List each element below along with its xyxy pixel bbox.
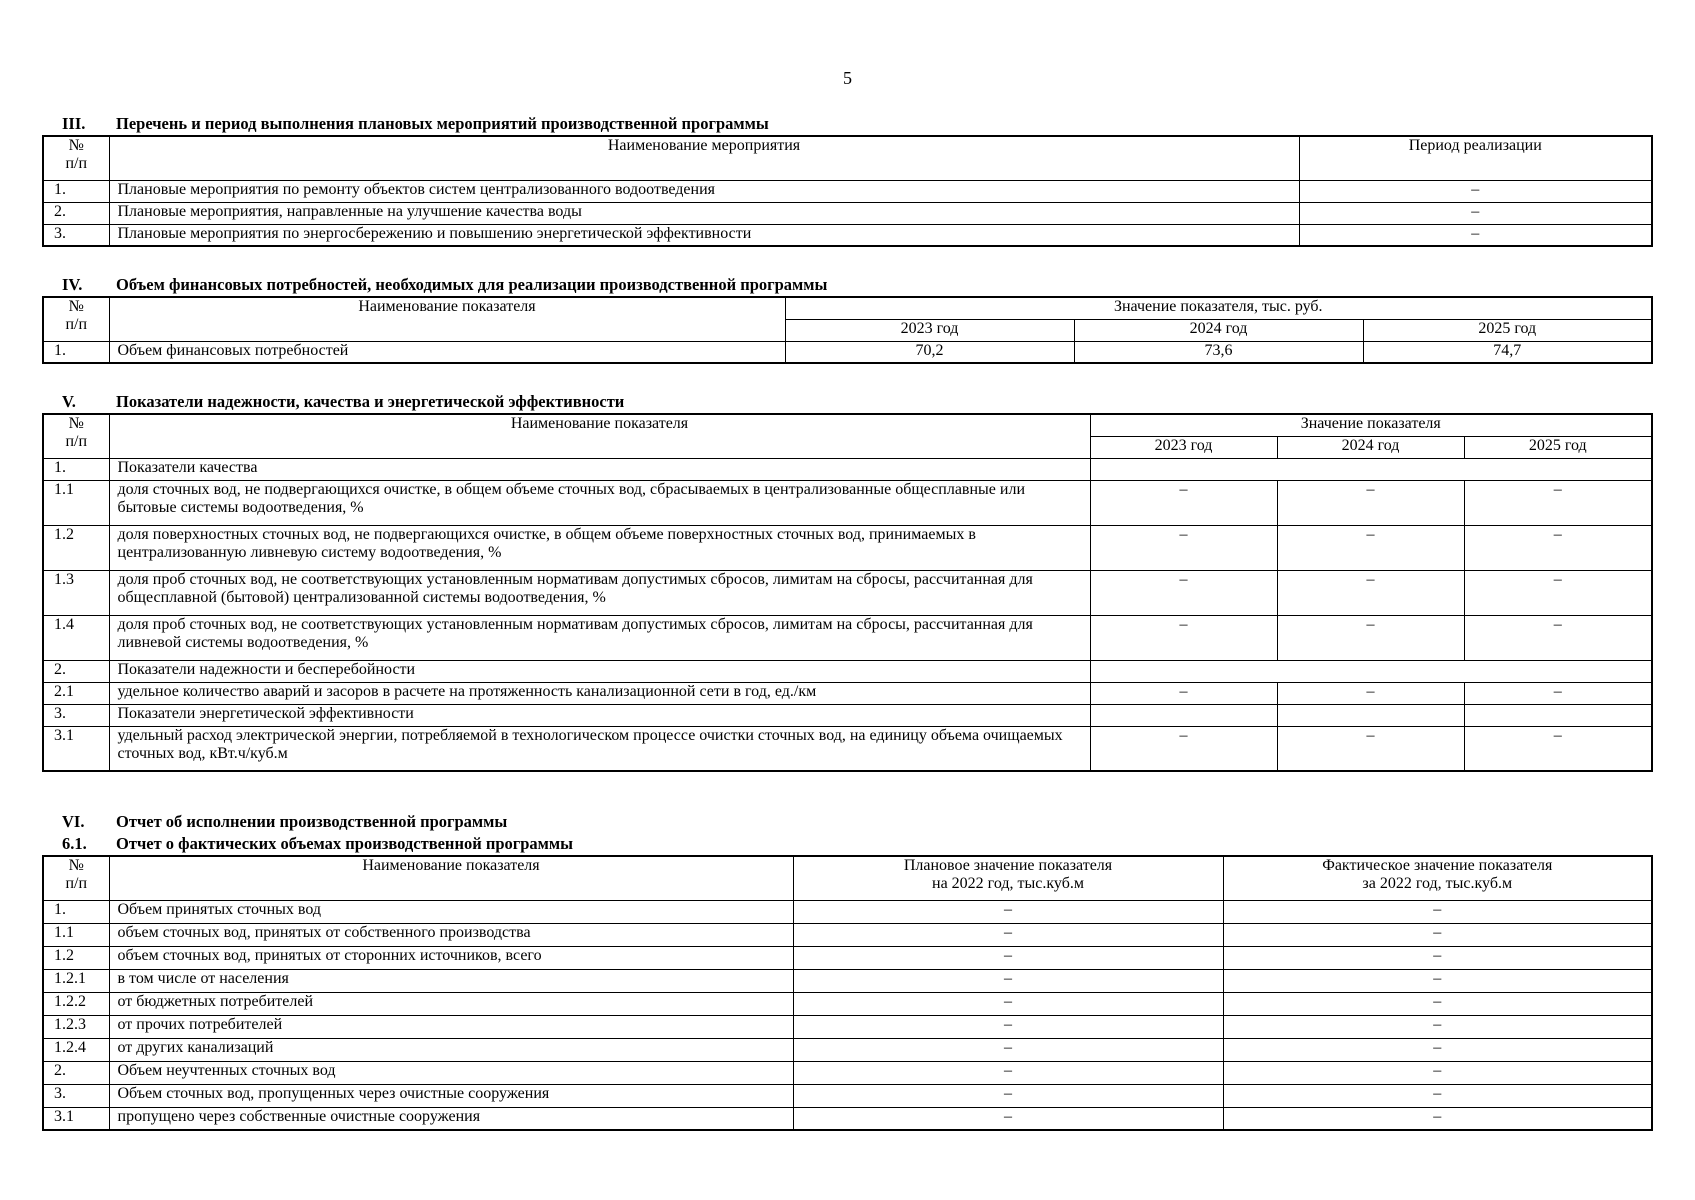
row-name: удельное количество аварий и засоров в расчете на протяженность канализационной сети в год, ед./км: [109, 682, 1090, 704]
row-number: 1.: [43, 180, 109, 202]
row-name: доля проб сточных вод, не соответствующих установленным нормативам допустимых сбросов, лимитам на сбросы, рассчитанная для ливневой системы водоотведения, %: [109, 615, 1090, 660]
row-value: –: [1277, 615, 1464, 660]
row-number: 1.2: [43, 946, 109, 969]
row-fact: –: [1223, 946, 1652, 969]
row-number: 2.1: [43, 682, 109, 704]
table-row: [43, 992, 1652, 1015]
row-number: 1.4: [43, 615, 109, 660]
row-value: –: [1277, 480, 1464, 525]
header-year: 2025 год: [1464, 436, 1652, 458]
section-6-1-title: Отчет о фактических объемах производственной программы: [116, 834, 574, 853]
row-fact: –: [1223, 969, 1652, 992]
table-actual-volumes: [42, 855, 1653, 1131]
row-name: доля сточных вод, не подвергающихся очистке, в общем объеме сточных вод, сбрасываемых в централизованные общесплавные или бытовые системы водоотведения, %: [109, 480, 1090, 525]
header-number: № п/п: [43, 856, 109, 900]
table-group-row: [43, 704, 1652, 726]
row-value: 74,7: [1363, 341, 1652, 363]
section-3-title: Перечень и период выполнения плановых мероприятий производственной программы: [116, 114, 769, 133]
row-plan: –: [793, 1084, 1223, 1107]
table-row: [43, 682, 1652, 704]
header-number: № п/п: [43, 136, 109, 180]
row-value: –: [1277, 726, 1464, 771]
row-name: доля проб сточных вод, не соответствующих установленным нормативам допустимых сбросов, лимитам на сбросы, рассчитанная для общесплавной (бытовой) централизованной системы водоотведения, %: [109, 570, 1090, 615]
row-name: Показатели надежности и бесперебойности: [109, 660, 1090, 682]
row-value: –: [1464, 615, 1652, 660]
section-4-number: IV.: [62, 275, 83, 294]
row-number: 1.2.3: [43, 1015, 109, 1038]
row-plan: –: [793, 1107, 1223, 1130]
table-row: [43, 946, 1652, 969]
table-row: [43, 1107, 1652, 1130]
row-value: –: [1277, 570, 1464, 615]
row-plan: –: [793, 1038, 1223, 1061]
row-value: –: [1464, 682, 1652, 704]
section-6-1-number: 6.1.: [62, 834, 87, 853]
row-number: 3.: [43, 1084, 109, 1107]
table-row: [43, 900, 1652, 923]
table-planned-measures: [42, 135, 1653, 247]
row-name: Объем принятых сточных вод: [109, 900, 793, 923]
row-value: –: [1090, 682, 1277, 704]
header-year: 2023 год: [785, 319, 1074, 341]
header-measure-name: Наименование мероприятия: [109, 136, 1299, 180]
row-number: 3.: [43, 704, 109, 726]
row-fact: –: [1223, 923, 1652, 946]
row-value: –: [1090, 570, 1277, 615]
table-row: [43, 726, 1652, 771]
row-number: 2.: [43, 660, 109, 682]
row-name: объем сточных вод, принятых от собственного производства: [109, 923, 793, 946]
section-5-heading: [62, 393, 624, 411]
row-number: 3.: [43, 224, 109, 246]
section-6-1-heading: [62, 835, 573, 853]
row-number: 2.: [43, 1061, 109, 1084]
header-indicator-name: Наименование показателя: [109, 297, 785, 341]
row-value: 73,6: [1074, 341, 1363, 363]
row-plan: –: [793, 969, 1223, 992]
row-name: от прочих потребителей: [109, 1015, 793, 1038]
row-value: –: [1464, 726, 1652, 771]
header-year: 2024 год: [1074, 319, 1363, 341]
row-fact: –: [1223, 992, 1652, 1015]
table-row: [43, 1015, 1652, 1038]
row-fact: –: [1223, 1107, 1652, 1130]
row-plan: –: [793, 946, 1223, 969]
row-name: в том числе от населения: [109, 969, 793, 992]
row-number: 3.1: [43, 726, 109, 771]
row-empty: [1277, 704, 1464, 726]
row-name: удельный расход электрической энергии, потребляемой в технологическом процессе очистки сточных вод, на единицу объема очищаемых сточных вод, кВт.ч/куб.м: [109, 726, 1090, 771]
header-period: Период реализации: [1299, 136, 1652, 180]
row-number: 1.2: [43, 525, 109, 570]
table-row: [43, 923, 1652, 946]
row-name: Плановые мероприятия по энергосбережению и повышению энергетической эффективности: [109, 224, 1299, 246]
table-row: [43, 1061, 1652, 1084]
table-row: [43, 480, 1652, 525]
row-name: от бюджетных потребителей: [109, 992, 793, 1015]
table-row: [43, 525, 1652, 570]
row-name: Показатели энергетической эффективности: [109, 704, 1090, 726]
row-plan: –: [793, 900, 1223, 923]
row-period: –: [1299, 180, 1652, 202]
page-number: 5: [843, 68, 852, 88]
table-row: [43, 224, 1652, 246]
row-fact: –: [1223, 900, 1652, 923]
row-number: 1.: [43, 341, 109, 363]
table-group-row: [43, 458, 1652, 480]
row-number: 1.3: [43, 570, 109, 615]
table-row: [43, 180, 1652, 202]
row-name: Плановые мероприятия, направленные на улучшение качества воды: [109, 202, 1299, 224]
row-value: –: [1464, 570, 1652, 615]
header-indicator-name: Наименование показателя: [109, 856, 793, 900]
row-value: 70,2: [785, 341, 1074, 363]
row-value: –: [1090, 480, 1277, 525]
row-plan: –: [793, 1015, 1223, 1038]
table-group-row: [43, 660, 1652, 682]
table-row: [43, 341, 1652, 363]
section-6-heading: [62, 813, 507, 831]
header-indicator-name: Наименование показателя: [109, 414, 1090, 458]
row-name: от других канализаций: [109, 1038, 793, 1061]
header-year: 2023 год: [1090, 436, 1277, 458]
header-year: 2024 год: [1277, 436, 1464, 458]
table-row: [43, 969, 1652, 992]
header-number: № п/п: [43, 297, 109, 341]
row-number: 1.1: [43, 480, 109, 525]
row-period: –: [1299, 224, 1652, 246]
row-fact: –: [1223, 1084, 1652, 1107]
row-name: доля поверхностных сточных вод, не подвергающихся очистке, в общем объеме поверхностных сточных вод, принимаемых в централизованную ливневую систему водоотведения, %: [109, 525, 1090, 570]
row-value: –: [1090, 525, 1277, 570]
header-value: Значение показателя, тыс. руб.: [785, 297, 1652, 319]
row-period: –: [1299, 202, 1652, 224]
section-5-title: Показатели надежности, качества и энергетической эффективности: [116, 392, 625, 411]
header-planned-value: Плановое значение показателя на 2022 год, тыс.куб.м: [793, 856, 1223, 900]
row-empty: [1090, 704, 1277, 726]
row-number: 1.2.2: [43, 992, 109, 1015]
row-number: 3.1: [43, 1107, 109, 1130]
row-name: Объем финансовых потребностей: [109, 341, 785, 363]
table-financial-needs: [42, 296, 1653, 364]
table-row: [43, 1084, 1652, 1107]
row-value: –: [1090, 615, 1277, 660]
row-number: 1.: [43, 458, 109, 480]
section-6-number: VI.: [62, 812, 85, 831]
row-empty: [1464, 704, 1652, 726]
row-name: объем сточных вод, принятых от сторонних источников, всего: [109, 946, 793, 969]
row-name: пропущено через собственные очистные сооружения: [109, 1107, 793, 1130]
table-reliability-indicators: [42, 413, 1653, 772]
row-value: –: [1464, 525, 1652, 570]
row-name: Показатели качества: [109, 458, 1090, 480]
row-name: Плановые мероприятия по ремонту объектов систем централизованного водоотведения: [109, 180, 1299, 202]
table-row: [43, 202, 1652, 224]
row-value: –: [1277, 525, 1464, 570]
section-3-number: III.: [62, 114, 86, 133]
row-plan: –: [793, 1061, 1223, 1084]
row-fact: –: [1223, 1038, 1652, 1061]
row-fact: –: [1223, 1061, 1652, 1084]
table-row: [43, 1038, 1652, 1061]
row-value: –: [1464, 480, 1652, 525]
section-4-heading: [62, 276, 827, 294]
table-row: [43, 570, 1652, 615]
row-number: 1.1: [43, 923, 109, 946]
section-4-title: Объем финансовых потребностей, необходимых для реализации производственной программы: [116, 275, 828, 294]
row-plan: –: [793, 923, 1223, 946]
row-plan: –: [793, 992, 1223, 1015]
header-value: Значение показателя: [1090, 414, 1652, 436]
row-number: 1.: [43, 900, 109, 923]
header-actual-value: Фактическое значение показателя за 2022 год, тыс.куб.м: [1223, 856, 1652, 900]
row-number: 1.2.4: [43, 1038, 109, 1061]
row-name: Объем неучтенных сточных вод: [109, 1061, 793, 1084]
row-fact: –: [1223, 1015, 1652, 1038]
row-empty: [1090, 660, 1652, 682]
section-3-heading: [62, 115, 769, 133]
header-year: 2025 год: [1363, 319, 1652, 341]
row-value: –: [1277, 682, 1464, 704]
section-6-title: Отчет об исполнении производственной программы: [116, 812, 508, 831]
row-name: Объем сточных вод, пропущенных через очистные сооружения: [109, 1084, 793, 1107]
row-number: 2.: [43, 202, 109, 224]
section-5-number: V.: [62, 392, 76, 411]
row-number: 1.2.1: [43, 969, 109, 992]
header-number: № п/п: [43, 414, 109, 458]
row-value: –: [1090, 726, 1277, 771]
table-row: [43, 615, 1652, 660]
row-empty: [1090, 458, 1652, 480]
